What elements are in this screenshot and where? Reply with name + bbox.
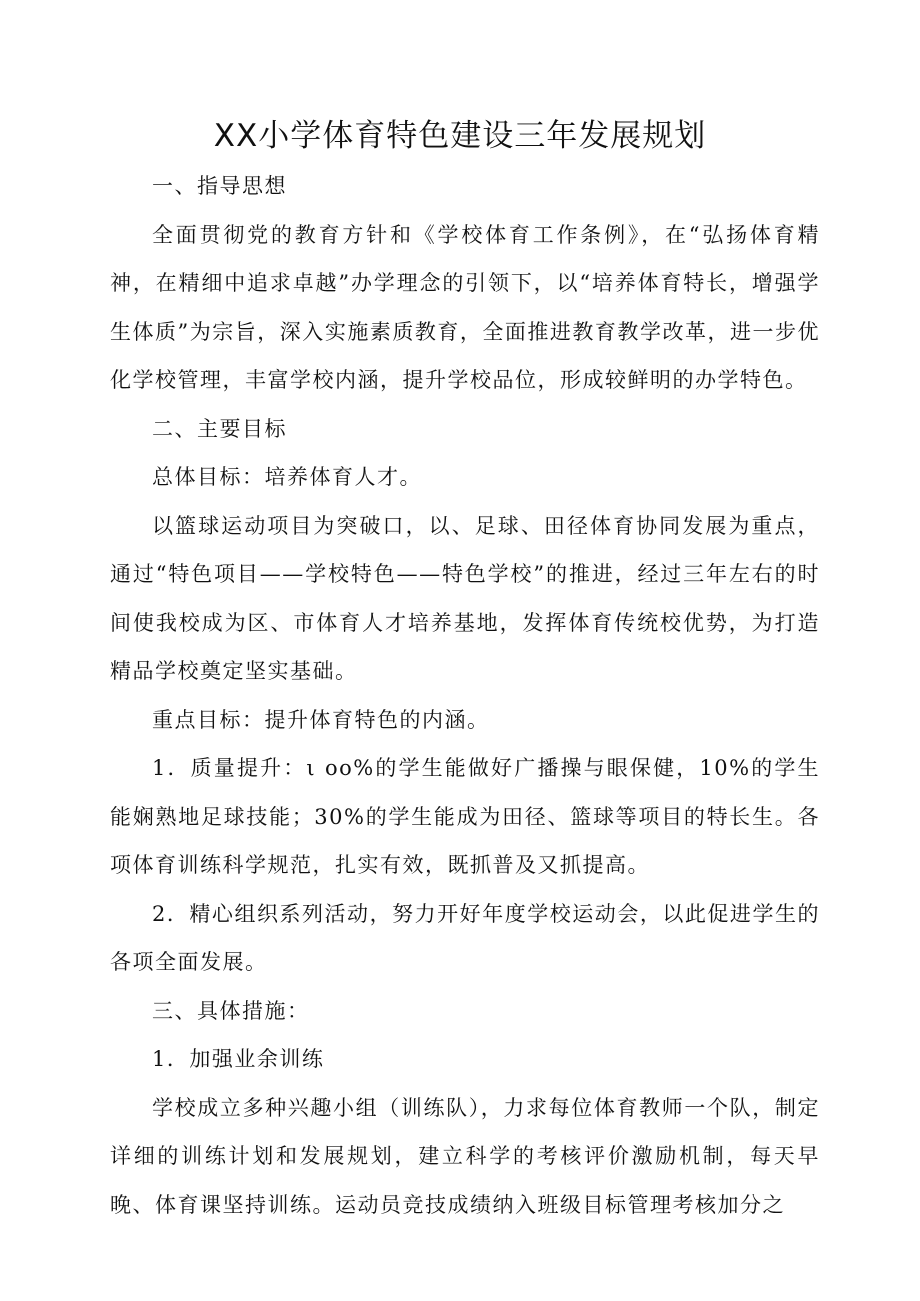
paragraph-training-groups: 学校成立多种兴趣小组（训练队），力求每位体育教师一个队，制定详细的训练计划和发展规划，建立科学的考核评价激励机制，每天早晚、体育课坚持训练。运动员竞技成绩纳入班级目标管理考核加分之 <box>110 1095 820 1217</box>
paragraph-overall-goal: 总体目标：培养体育人才。 <box>152 465 422 489</box>
heading-specific-measures: 三、具体措施： <box>152 998 310 1023</box>
document-title: XX小学体育特色建设三年发展规划 <box>213 118 707 154</box>
paragraph-organize-activities: 2．精心组织系列活动，努力开好年度学校运动会，以此促进学生的各项全面发展。 <box>110 901 820 974</box>
paragraph-quality-improvement: 1．质量提升：ι oo%的学生能做好广播操与眼保健，10%的学生能娴熟地足球技能；30%的学生能成为田径、篮球等项目的特长生。各项体育训练科学规范，扎实有效，既抓普及又抓提高。 <box>110 756 820 877</box>
heading-guiding-ideology: 一、指导思想 <box>152 174 287 198</box>
subheading-amateur-training: 1．加强业余训练 <box>152 1047 325 1071</box>
document-body <box>110 162 820 1229</box>
paragraph-key-goal: 重点目标：提升体育特色的内涵。 <box>152 707 490 732</box>
paragraph-basketball-breakthrough: 以篮球运动项目为突破口，以、足球、田径体育协同发展为重点，通过“特色项目——学校特色——特色学校”的推进，经过三年左右的时间使我校成为区、市体育人才培养基地，发挥体育传统校优势，为打造精品学校奠定坚实基础。 <box>110 513 820 683</box>
paragraph-guiding-ideology: 全面贯彻党的教育方针和《学校体育工作条例》，在“弘扬体育精神，在精细中追求卓越”办学理念的引领下，以“培养体育特长，增强学生体质”为宗旨，深入实施素质教育，全面推进教育教学改革，进一步优化学校管理，丰富学校内涵，提升学校品位，形成较鲜明的办学特色。 <box>110 222 820 392</box>
heading-main-goals: 二、主要目标 <box>152 416 287 441</box>
